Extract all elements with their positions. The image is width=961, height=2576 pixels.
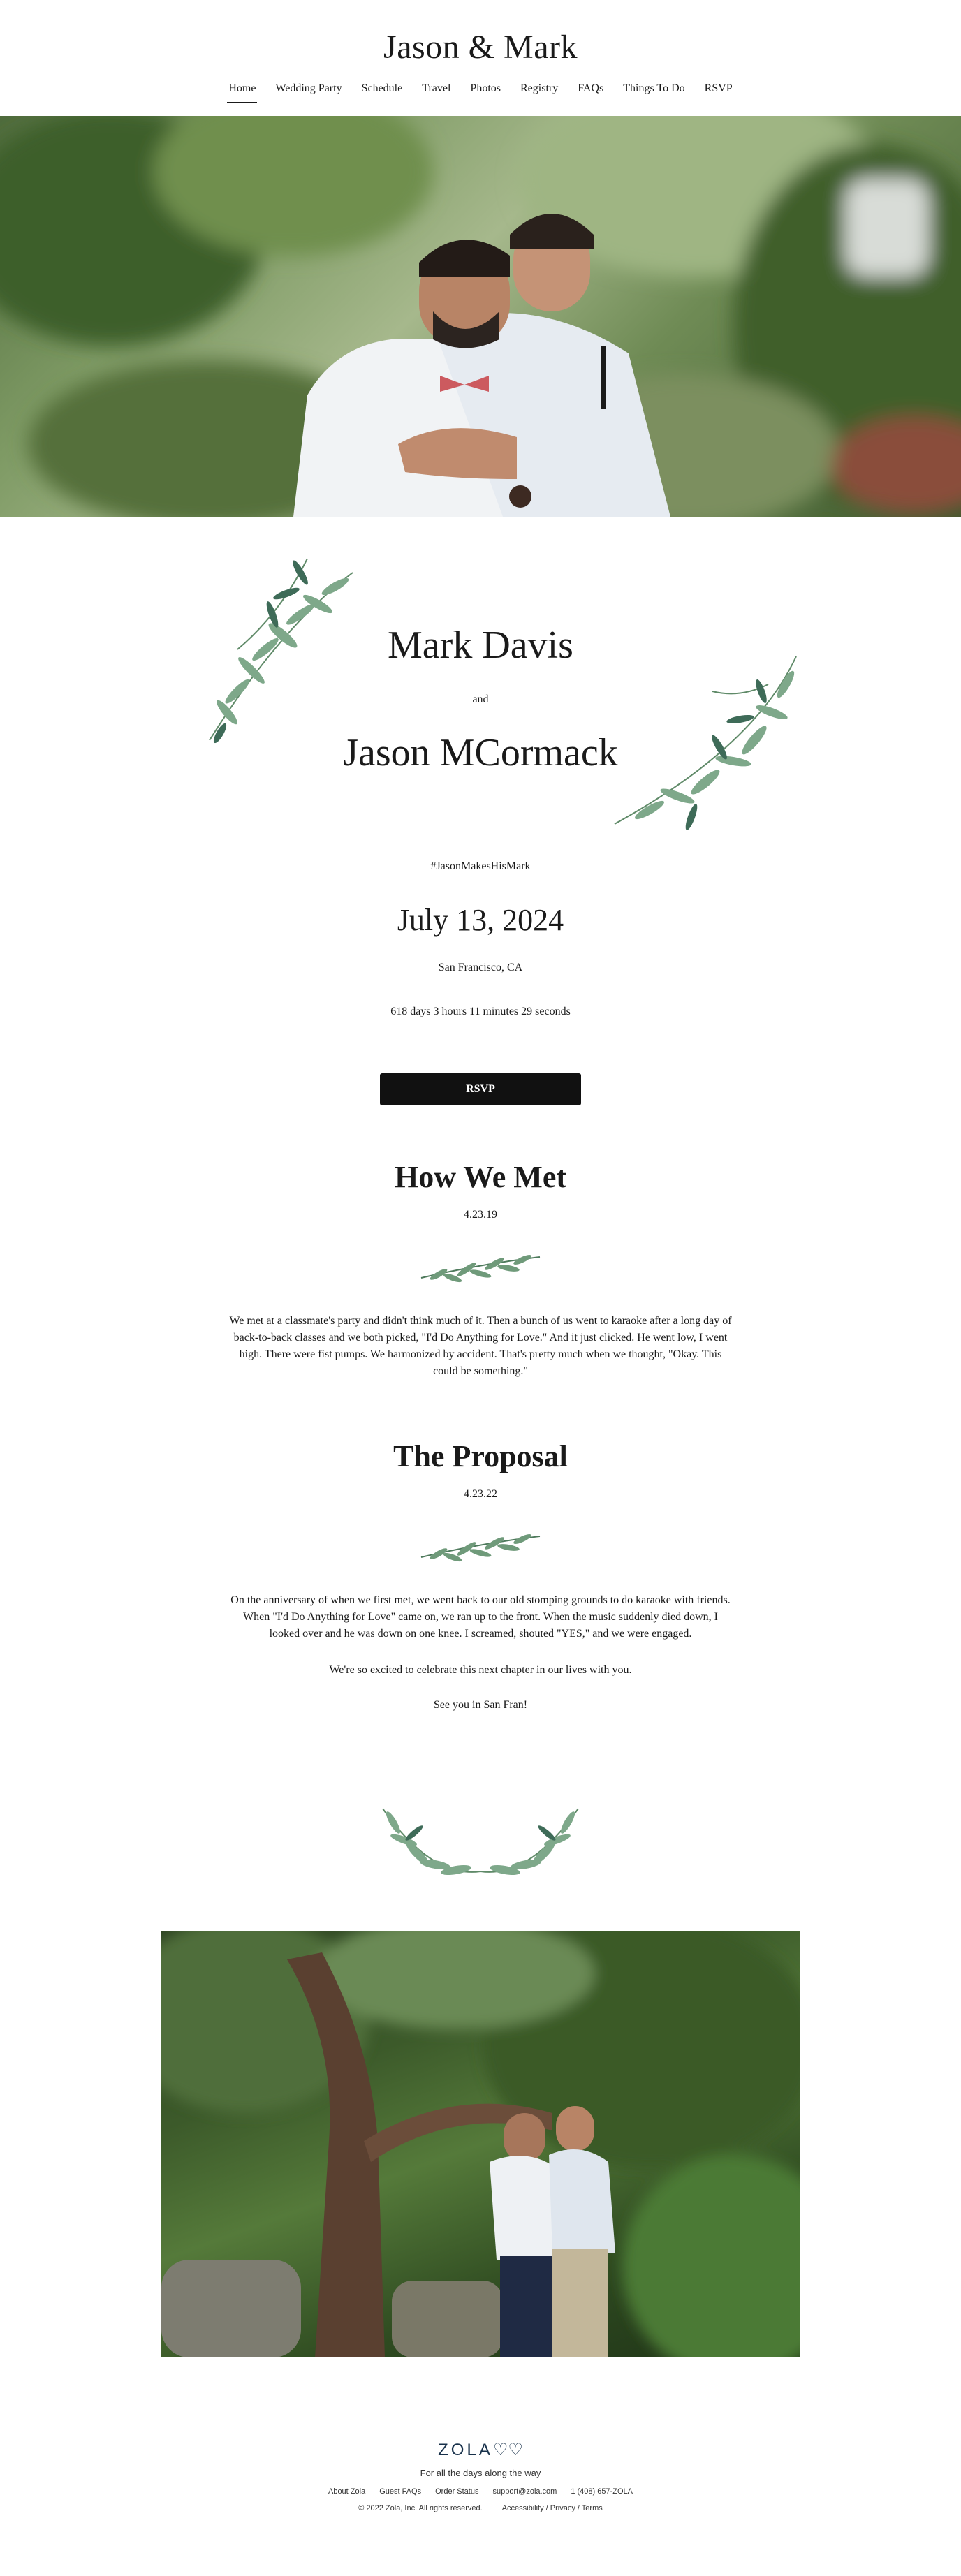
site-footer bbox=[0, 2423, 961, 2576]
proposal-title: The Proposal bbox=[393, 1439, 568, 1473]
footer-link-support-email[interactable]: support@zola.com bbox=[492, 2487, 557, 2496]
proposal-story: On the anniversary of when we first met, we went back to our old stomping grounds to do karaoke with friends. When "I'd Do Anything for Love" came on, we ran up to the front. When the music suddenly died down, I looked over and he was down on one knee. I screamed, shouted "YES," and we were engaged. bbox=[230, 1594, 731, 1640]
nav-home[interactable]: Home bbox=[227, 82, 257, 103]
nav-photos[interactable]: Photos bbox=[470, 82, 501, 94]
nav-faqs[interactable]: FAQs bbox=[578, 82, 604, 94]
nav-travel[interactable]: Travel bbox=[422, 82, 451, 94]
hearts-icon: ♡♡ bbox=[492, 2441, 523, 2459]
hero-illustration bbox=[0, 116, 961, 517]
wedding-hashtag: #JasonMakesHisMark bbox=[430, 860, 531, 872]
footer-link-phone[interactable]: 1 (408) 657-ZOLA bbox=[571, 2487, 633, 2496]
footer-legal-links[interactable]: Accessibility / Privacy / Terms bbox=[501, 2504, 603, 2512]
footer-link-guest-faqs[interactable]: Guest FAQs bbox=[379, 2487, 422, 2496]
footer-link-order-status[interactable]: Order Status bbox=[435, 2487, 479, 2496]
site-title[interactable]: Jason & Mark bbox=[383, 29, 578, 66]
site-header bbox=[0, 0, 961, 116]
footer-links bbox=[0, 2487, 961, 2496]
nav-rsvp[interactable]: RSVP bbox=[704, 82, 733, 94]
wedding-date: July 13, 2024 bbox=[397, 903, 564, 937]
couple-forest-illustration bbox=[161, 1931, 800, 2357]
footer-tagline: For all the days along the way bbox=[420, 2468, 541, 2478]
nav-schedule[interactable]: Schedule bbox=[361, 82, 403, 94]
couple-names bbox=[0, 517, 961, 866]
leaf-sprig-right-icon bbox=[601, 642, 810, 852]
how-we-met-date: 4.23.19 bbox=[464, 1209, 497, 1221]
proposal-closing: We're so excited to celebrate this next chapter in our lives with you. bbox=[329, 1664, 632, 1676]
nav-wedding-party[interactable]: Wedding Party bbox=[275, 82, 342, 94]
zola-logo-text: ZOLA bbox=[438, 2441, 493, 2459]
zola-logo[interactable] bbox=[0, 2440, 961, 2460]
how-we-met-title: How We Met bbox=[394, 1160, 567, 1194]
footer-link-about[interactable]: About Zola bbox=[328, 2487, 366, 2496]
leaf-divider-icon bbox=[418, 1250, 543, 1292]
footer-bottom bbox=[0, 2504, 961, 2512]
proposal-date: 4.23.22 bbox=[464, 1488, 497, 1500]
main-nav bbox=[0, 82, 961, 103]
how-we-met-story: We met at a classmate's party and didn't think much of it. Then a bunch of us went to karaoke after a long day of back-to-back classes and we both picked, "I'd Do Anything for Love." And it just clicked. He went low, I went high. There were fist pumps. We harmonized by accident. That's pretty much when we thought, "Okay. This could be something." bbox=[229, 1315, 732, 1377]
leaf-wreath-icon bbox=[376, 1802, 585, 1885]
names-and-text: and bbox=[472, 693, 489, 705]
countdown-timer: 618 days 3 hours 11 minutes 29 seconds bbox=[390, 1006, 571, 1017]
partner-one-name: Mark Davis bbox=[388, 624, 573, 667]
nav-registry[interactable]: Registry bbox=[520, 82, 559, 94]
hero-photo bbox=[0, 116, 961, 517]
rsvp-button[interactable]: RSVP bbox=[380, 1073, 581, 1105]
couple-forest-photo bbox=[161, 1931, 800, 2357]
nav-things-to-do[interactable]: Things To Do bbox=[623, 82, 685, 94]
wedding-location: San Francisco, CA bbox=[438, 962, 523, 973]
footer-copyright: © 2022 Zola, Inc. All rights reserved. bbox=[358, 2504, 483, 2512]
partner-two-name: Jason MCormack bbox=[343, 731, 618, 774]
leaf-divider-icon bbox=[418, 1529, 543, 1571]
proposal-signoff: See you in San Fran! bbox=[433, 1699, 528, 1711]
